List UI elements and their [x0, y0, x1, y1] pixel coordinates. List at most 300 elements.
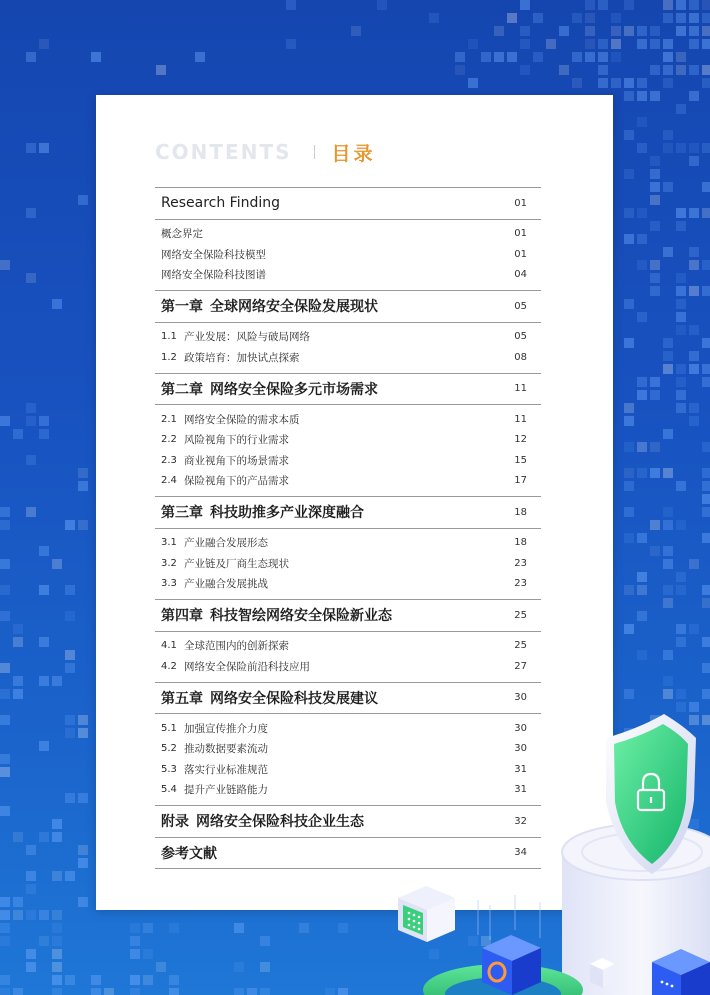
pixel-square: [572, 78, 582, 88]
toc-subitem-text: [161, 576, 268, 591]
toc-subitem: [155, 430, 541, 451]
pixel-square: [598, 52, 608, 62]
pixel-square: [481, 936, 491, 946]
pixel-square: [663, 585, 673, 595]
toc-section: [155, 838, 541, 870]
chapter-title: 网络安全保险多元市场需求: [210, 381, 378, 398]
subitem-page-number: 25: [514, 640, 527, 652]
pixel-square: [260, 988, 270, 995]
subitem-number: 2.1: [161, 413, 177, 425]
contents-label: CONTENTS: [155, 140, 292, 164]
pixel-square: [260, 962, 270, 972]
pixel-square: [663, 468, 673, 478]
pixel-square: [663, 78, 673, 88]
pixel-square: [689, 416, 699, 426]
pixel-square: [624, 26, 634, 36]
toc-subitem-list: [155, 323, 541, 374]
pixel-square: [650, 91, 660, 101]
pixel-square: [663, 338, 673, 348]
chapter-title: Research Finding: [161, 195, 280, 212]
pixel-square: [637, 208, 647, 218]
pixel-square: [663, 143, 673, 153]
pixel-square: [234, 923, 244, 933]
pixel-square: [286, 0, 296, 10]
pixel-square: [650, 169, 660, 179]
toc-subitem-text: [161, 659, 310, 674]
pixel-square: [78, 481, 88, 491]
pixel-square: [299, 923, 309, 933]
toc-subitem: [155, 759, 541, 780]
pixel-square: [13, 832, 23, 842]
pixel-square: [13, 637, 23, 647]
subitem-page-number: 05: [514, 331, 527, 343]
subitem-number: 5.4: [161, 784, 177, 796]
pixel-square: [702, 663, 710, 673]
pixel-square: [650, 845, 660, 855]
pixel-square: [650, 273, 660, 283]
pixel-square: [91, 988, 101, 995]
pixel-square: [663, 351, 673, 361]
subitem-title: 落实行业标准规范: [184, 763, 268, 776]
pixel-square: [52, 936, 62, 946]
pixel-square: [624, 169, 634, 179]
pixel-square: [650, 260, 660, 270]
pixel-square: [26, 871, 36, 881]
pixel-square: [650, 182, 660, 192]
pixel-square: [689, 39, 699, 49]
pixel-square: [663, 520, 673, 530]
pixel-square: [26, 273, 36, 283]
toc-subitem-list: [155, 632, 541, 683]
pixel-square: [169, 975, 179, 985]
pixel-square: [65, 520, 75, 530]
pixel-square: [637, 468, 647, 478]
subitem-page-number: 12: [514, 434, 527, 446]
toc-section: [155, 683, 541, 807]
pixel-square: [78, 728, 88, 738]
pixel-square: [585, 0, 595, 10]
pixel-square: [650, 520, 660, 530]
pixel-square: [52, 949, 62, 959]
pixel-square: [546, 39, 556, 49]
chapter-page-number: 01: [514, 197, 527, 209]
subitem-number: 4.2: [161, 660, 177, 672]
pixel-square: [676, 637, 686, 647]
chapter-title: 科技智绘网络安全保险新业态: [210, 608, 392, 625]
pixel-square: [52, 975, 62, 985]
pixel-square: [39, 936, 49, 946]
pixel-square: [26, 962, 36, 972]
subitem-page-number: 08: [514, 351, 527, 363]
pixel-square: [26, 403, 36, 413]
pixel-square: [52, 559, 62, 569]
toc-section-heading: [155, 683, 541, 715]
toc-heading-text: [161, 379, 378, 399]
pixel-square: [637, 533, 647, 543]
pixel-square: [65, 663, 75, 673]
table-of-contents: [155, 187, 541, 869]
pixel-square: [0, 715, 10, 725]
pixel-square: [689, 0, 699, 10]
pixel-square: [65, 585, 75, 595]
pixel-square: [663, 182, 673, 192]
pixel-square: [702, 533, 710, 543]
pixel-square: [65, 715, 75, 725]
pixel-square: [689, 351, 699, 361]
toc-section-heading: [155, 806, 541, 838]
chapter-page-number: 32: [514, 815, 527, 827]
pixel-square: [702, 442, 710, 452]
pixel-square: [702, 65, 710, 75]
pixel-square: [585, 26, 595, 36]
pixel-square: [676, 65, 686, 75]
pixel-square: [624, 442, 634, 452]
subitem-page-number: 17: [514, 475, 527, 487]
pixel-square: [702, 286, 710, 296]
pixel-square: [0, 611, 10, 621]
pixel-square: [689, 91, 699, 101]
pixel-square: [676, 585, 686, 595]
pixel-square: [91, 975, 101, 985]
toc-subitem: [155, 718, 541, 739]
pixel-square: [585, 923, 595, 933]
pixel-square: [676, 377, 686, 387]
pixel-square: [468, 39, 478, 49]
pixel-square: [650, 65, 660, 75]
pixel-square: [520, 39, 530, 49]
pixel-square: [663, 546, 673, 556]
pixel-square: [26, 884, 36, 894]
chapter-label: 第五章: [161, 690, 203, 707]
pixel-square: [637, 585, 647, 595]
toc-subitem: [155, 224, 541, 245]
pixel-square: [650, 39, 660, 49]
pixel-square: [338, 988, 348, 995]
pixel-square: [0, 936, 10, 946]
pixel-square: [39, 585, 49, 595]
pixel-square: [598, 0, 608, 10]
toc-section: [155, 600, 541, 683]
subitem-title: 全球范围内的创新探索: [184, 640, 289, 653]
pixel-square: [689, 403, 699, 413]
pixel-square: [0, 897, 10, 907]
pixel-square: [13, 689, 23, 699]
subitem-page-number: 31: [514, 763, 527, 775]
subitem-title: 产业发展：风险与破局网络: [184, 331, 310, 344]
pixel-square: [676, 325, 686, 335]
subitem-page-number: 30: [514, 722, 527, 734]
pixel-square: [0, 585, 10, 595]
pixel-square: [78, 468, 88, 478]
pixel-square: [468, 936, 478, 946]
pixel-square: [624, 91, 634, 101]
toc-subitem: [155, 244, 541, 265]
pixel-square: [702, 13, 710, 23]
pixel-square: [351, 26, 361, 36]
pixel-square: [702, 26, 710, 36]
toc-heading-text: [161, 688, 378, 708]
pixel-square: [26, 949, 36, 959]
pixel-square: [676, 520, 686, 530]
toc-heading-text: [161, 843, 217, 863]
toc-section-heading: [155, 600, 541, 632]
chapter-page-number: 05: [514, 300, 527, 312]
toc-subitem-text: [161, 247, 266, 262]
toc-subitem: [155, 471, 541, 492]
pixel-square: [676, 312, 686, 322]
pixel-square: [143, 949, 153, 959]
pixel-square: [624, 338, 634, 348]
pixel-square: [572, 52, 582, 62]
pixel-square: [39, 143, 49, 153]
toc-section: [155, 497, 541, 600]
pixel-square: [676, 403, 686, 413]
pixel-square: [663, 650, 673, 660]
pixel-square: [624, 507, 634, 517]
toc-subitem: [155, 636, 541, 657]
pixel-square: [494, 26, 504, 36]
pixel-square: [676, 624, 686, 634]
pixel-square: [130, 975, 140, 985]
pixel-square: [234, 962, 244, 972]
pixel-square: [689, 156, 699, 166]
toc-subitem: [155, 450, 541, 471]
toc-subitem: [155, 739, 541, 760]
subitem-page-number: 01: [514, 228, 527, 240]
pixel-square: [0, 975, 10, 985]
pixel-square: [689, 208, 699, 218]
chapter-title: 全球网络安全保险发展现状: [210, 299, 378, 316]
toc-subitem: [155, 574, 541, 595]
pixel-square: [26, 507, 36, 517]
pixel-square: [637, 78, 647, 88]
subitem-number: 2.2: [161, 434, 177, 446]
pixel-square: [468, 78, 478, 88]
pixel-square: [26, 143, 36, 153]
contents-page: [96, 95, 613, 910]
toc-section: [155, 374, 541, 498]
pixel-square: [624, 403, 634, 413]
pixel-square: [0, 689, 10, 699]
toc-section-heading: [155, 497, 541, 529]
pixel-square: [663, 507, 673, 517]
toc-subitem-text: [161, 638, 289, 653]
pixel-square: [26, 845, 36, 855]
pixel-square: [104, 988, 114, 995]
pixel-square: [247, 988, 257, 995]
pixel-square: [624, 416, 634, 426]
pixel-square: [702, 494, 710, 504]
pixel-square: [689, 624, 699, 634]
toc-subitem-text: [161, 350, 300, 365]
pixel-square: [52, 910, 62, 920]
pixel-square: [676, 26, 686, 36]
toc-subitem-text: [161, 741, 268, 756]
pixel-square: [702, 338, 710, 348]
pixel-square: [663, 130, 673, 140]
toc-subitem-text: [161, 556, 289, 571]
pixel-square: [702, 468, 710, 478]
pixel-square: [0, 923, 10, 933]
pixel-square: [611, 26, 621, 36]
pixel-square: [520, 0, 530, 10]
chapter-label: 附录: [161, 814, 189, 831]
pixel-square: [637, 312, 647, 322]
pixel-square: [624, 585, 634, 595]
pixel-square: [624, 0, 634, 10]
pixel-square: [611, 78, 621, 88]
pixel-square: [637, 377, 647, 387]
pixel-square: [39, 416, 49, 426]
pixel-square: [130, 988, 140, 995]
pixel-square: [624, 299, 634, 309]
subitem-title: 加强宣传推介力度: [184, 722, 268, 735]
pixel-square: [325, 988, 335, 995]
toc-section-heading: [155, 291, 541, 323]
pixel-square: [91, 52, 101, 62]
chapter-label: 第四章: [161, 608, 203, 625]
subitem-title: 政策培育：加快试点探索: [184, 351, 300, 364]
pixel-square: [702, 507, 710, 517]
pixel-square: [676, 299, 686, 309]
pixel-square: [624, 624, 634, 634]
pixel-square: [169, 988, 179, 995]
pixel-square: [650, 715, 660, 725]
pixel-square: [637, 143, 647, 153]
subitem-number: 5.3: [161, 763, 177, 775]
pixel-square: [377, 0, 387, 10]
pixel-square: [650, 923, 660, 933]
pixel-square: [650, 156, 660, 166]
pixel-square: [637, 234, 647, 244]
pixel-square: [52, 299, 62, 309]
pixel-square: [702, 585, 710, 595]
toc-section: [155, 806, 541, 838]
pixel-square: [689, 819, 699, 829]
subitem-title: 网络安全保险科技模型: [161, 248, 266, 261]
pixel-square: [52, 962, 62, 972]
pixel-square: [455, 65, 465, 75]
subitem-title: 风险视角下的行业需求: [184, 434, 289, 447]
toc-heading-text: [161, 296, 378, 316]
toc-subitem: [155, 533, 541, 554]
toc-section-heading: [155, 374, 541, 406]
pixel-square: [143, 975, 153, 985]
pixel-square: [481, 52, 491, 62]
toc-subitem: [155, 780, 541, 801]
pixel-square: [78, 845, 88, 855]
toc-subitem-text: [161, 721, 268, 736]
subitem-title: 保险视角下的产品需求: [184, 475, 289, 488]
chapter-page-number: 25: [514, 609, 527, 621]
pixel-square: [624, 533, 634, 543]
pixel-square: [637, 650, 647, 660]
pixel-square: [52, 871, 62, 881]
pixel-square: [624, 481, 634, 491]
pixel-square: [702, 364, 710, 374]
pixel-square: [650, 221, 660, 231]
pixel-square: [637, 442, 647, 452]
pixel-square: [637, 26, 647, 36]
subitem-title: 商业视角下的场景需求: [184, 454, 289, 467]
subitem-page-number: 31: [514, 784, 527, 796]
pixel-square: [78, 858, 88, 868]
pixel-square: [689, 364, 699, 374]
pixel-square: [702, 377, 710, 387]
pixel-square: [78, 897, 88, 907]
pixel-square: [663, 65, 673, 75]
toc-subitem: [155, 347, 541, 368]
pixel-square: [689, 702, 699, 712]
pixel-square: [663, 247, 673, 257]
pixel-square: [52, 676, 62, 686]
pixel-square: [689, 247, 699, 257]
pixel-square: [676, 390, 686, 400]
subitem-title: 产业链及厂商生态现状: [184, 557, 289, 570]
pixel-square: [637, 572, 647, 582]
pixel-square: [520, 65, 530, 75]
pixel-square: [689, 286, 699, 296]
subitem-title: 产业融合发展形态: [184, 537, 268, 550]
toc-section-heading: [155, 188, 541, 220]
pixel-square: [585, 52, 595, 62]
pixel-square: [689, 715, 699, 725]
toc-subitem: [155, 553, 541, 574]
pixel-square: [234, 988, 244, 995]
pixel-square: [13, 624, 23, 634]
subitem-number: 4.1: [161, 640, 177, 652]
toc-subitem-text: [161, 762, 268, 777]
pixel-square: [624, 468, 634, 478]
pixel-square: [702, 143, 710, 153]
chapter-page-number: 18: [514, 506, 527, 518]
pixel-square: [26, 52, 36, 62]
pixel-square: [26, 208, 36, 218]
pixel-square: [65, 871, 75, 881]
chapter-title: 参考文献: [161, 845, 217, 862]
pixel-square: [13, 676, 23, 686]
pixel-square: [39, 832, 49, 842]
pixel-square: [663, 676, 673, 686]
pixel-square: [689, 143, 699, 153]
pixel-square: [637, 260, 647, 270]
pixel-square: [689, 65, 699, 75]
subitem-title: 网络安全保险的需求本质: [184, 413, 300, 426]
subitem-number: 3.2: [161, 557, 177, 569]
contents-header: [155, 137, 376, 167]
pixel-square: [689, 13, 699, 23]
subitem-number: 3.3: [161, 578, 177, 590]
pixel-square: [702, 858, 710, 868]
toc-subitem-text: [161, 782, 268, 797]
contents-title: 目录: [331, 142, 376, 165]
pixel-square: [676, 13, 686, 23]
pixel-square: [702, 208, 710, 218]
toc-subitem-list: [155, 220, 541, 292]
toc-section-heading: [155, 838, 541, 870]
subitem-number: 5.2: [161, 743, 177, 755]
pixel-square: [637, 39, 647, 49]
pixel-square: [260, 936, 270, 946]
pixel-square: [676, 286, 686, 296]
toc-subitem: [155, 265, 541, 286]
pixel-square: [0, 988, 10, 995]
subitem-page-number: 15: [514, 454, 527, 466]
pixel-square: [13, 988, 23, 995]
pixel-square: [13, 897, 23, 907]
pixel-square: [689, 559, 699, 569]
chapter-label: 第一章: [161, 299, 203, 316]
